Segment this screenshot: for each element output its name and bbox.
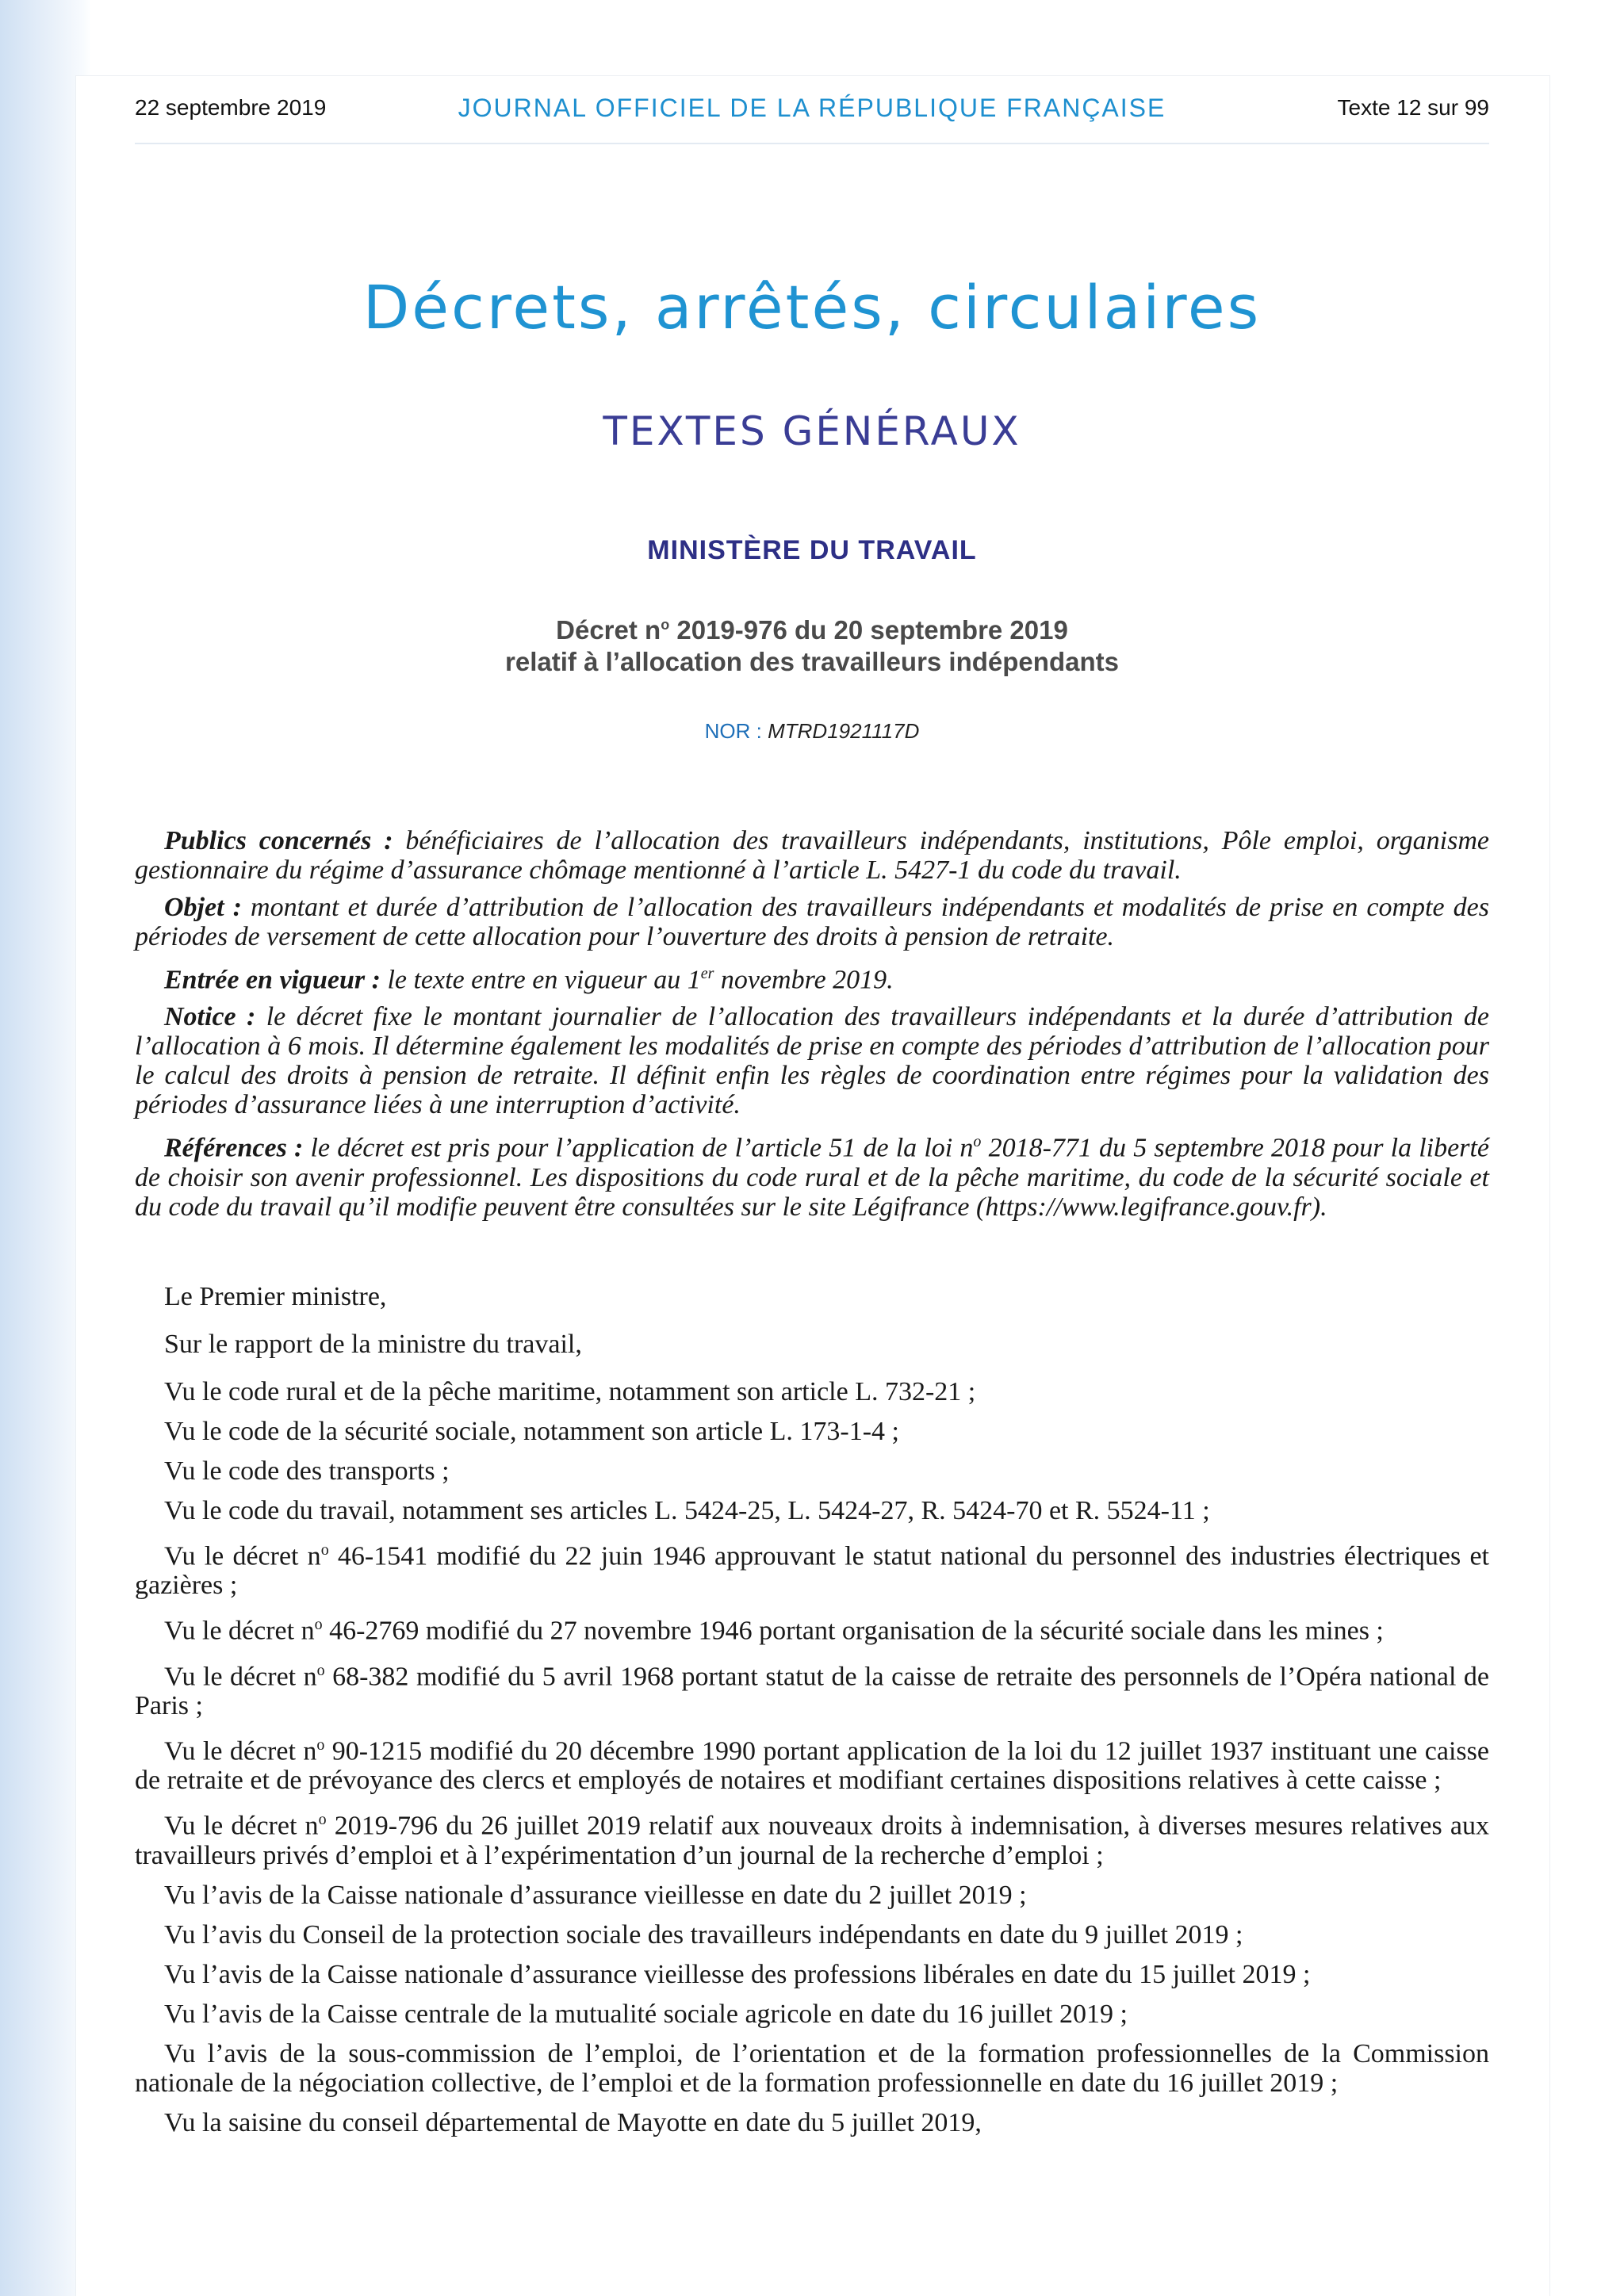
- summary-objet: [135, 893, 1489, 951]
- summary-entree-text: le texte entre en vigueur au 1: [380, 965, 701, 995]
- body-paragraph: [135, 1731, 1489, 1795]
- summary-publics-label: Publics concernés :: [164, 826, 393, 855]
- decree-body: [135, 1282, 1489, 2148]
- decree-title: [0, 609, 1624, 678]
- body-sup: o: [318, 1811, 327, 1829]
- page-title: Décrets, arrêtés, circulaires: [362, 272, 1262, 342]
- body-text: Vu le décret n: [164, 1661, 317, 1691]
- body-sup: o: [314, 1616, 323, 1634]
- body-paragraph: Vu le code des transports ;: [164, 1456, 450, 1486]
- summary-entree-label: Entrée en vigueur :: [164, 965, 381, 995]
- decree-number-sup: o: [661, 617, 670, 633]
- body-paragraph: Vu l’avis du Conseil de la protection sociale des travailleurs indépendants en date du 9 juillet 2019 ;: [164, 1919, 1243, 1950]
- summary-objet-text: montant et durée d’attribution de l’allocation des travailleurs indépendants et modalités de prise en compte des périodes de versement de cette allocation pour l’ouverture des droits à pension de retraite.: [135, 893, 1489, 951]
- header-text-number: Texte 12 sur 99: [1337, 95, 1489, 120]
- summary-notice: [135, 1002, 1489, 1119]
- body-paragraph: Vu l’avis de la Caisse nationale d’assurance vieillesse en date du 2 juillet 2019 ;: [164, 1880, 1027, 1910]
- summary-references-label: Références :: [164, 1133, 304, 1163]
- body-text: 46-2769 modifié du 27 novembre 1946 portant organisation de la sécurité sociale dans les mines ;: [322, 1616, 1384, 1646]
- summary-notice-text: le décret fixe le montant journalier de l’allocation des travailleurs indépendants et la durée d’attribution de l’allocation à 6 mois. Il détermine également les modalités de prise en compte des périodes d’attribution de l’allocation pour le calcul des droits à pension de retraite. Il définit enfin les règles de coordination entre régimes pour la validation des périodes d’assurance liées à une interruption d’activité.: [135, 1002, 1489, 1120]
- body-text: 46-1541 modifié du 22 juin 1946 approuvant le statut national du personnel des industries électriques et gazières ;: [135, 1541, 1489, 1601]
- decree-number-prefix: Décret n: [556, 615, 661, 645]
- summary-notice-label: Notice :: [164, 1002, 256, 1032]
- summary-objet-label: Objet :: [164, 893, 242, 922]
- body-paragraph: [135, 1805, 1489, 1869]
- body-text: 68-382 modifié du 5 avril 1968 portant statut de la caisse de retraite des personnels de l’Opéra national de Paris ;: [135, 1661, 1489, 1720]
- nor-code: MTRD1921117D: [768, 719, 920, 743]
- body-sup: o: [320, 1541, 329, 1559]
- body-text: 2019-796 du 26 juillet 2019 relatif aux nouveaux droits à indemnisation, à diverses mesures relatives aux travailleurs privés d’emploi et à l’expérimentation d’un journal de la recherche d’emploi ;: [135, 1811, 1489, 1870]
- header-date: 22 septembre 2019: [135, 95, 327, 120]
- body-text: Vu le décret n: [164, 1736, 317, 1766]
- summary-publics-text: bénéficiaires de l’allocation des travailleurs indépendants, institutions, Pôle emploi, organisme gestionnaire du régime d’assurance chômage mentionné à l’article L. 5427-1 du code du travail.: [135, 826, 1490, 885]
- body-paragraph: Sur le rapport de la ministre du travail,: [164, 1330, 582, 1359]
- body-paragraph: [135, 1656, 1489, 1720]
- body-paragraph: [135, 1610, 1489, 1645]
- decree-title-line-2: relatif à l’allocation des travailleurs indépendants: [505, 647, 1119, 676]
- body-paragraph: Vu le code de la sécurité sociale, notamment son article L. 173-1-4 ;: [164, 1417, 899, 1446]
- body-text: Vu le décret n: [164, 1811, 319, 1841]
- body-sup: o: [316, 1661, 325, 1679]
- nor-reference: [0, 719, 1624, 744]
- summary-entree: [135, 959, 1489, 994]
- body-paragraph: Vu l’avis de la Caisse nationale d’assurance vieillesse des professions libérales en date du 15 juillet 2019 ;: [164, 1959, 1311, 1989]
- summary-publics: [135, 826, 1489, 885]
- section-title: TEXTES GÉNÉRAUX: [603, 408, 1021, 454]
- header-journal-title: JOURNAL OFFICIEL DE LA RÉPUBLIQUE FRANÇAISE: [458, 94, 1166, 122]
- body-paragraph: Le Premier ministre,: [164, 1282, 387, 1311]
- body-text: Vu le décret n: [164, 1541, 321, 1571]
- body-paragraph: Vu le code du travail, notamment ses articles L. 5424-25, L. 5424-27, R. 5424-70 et R. 5524-11 ;: [164, 1496, 1210, 1525]
- summary-entree-sup: er: [700, 965, 714, 982]
- decree-title-line-1: [0, 609, 1624, 646]
- body-paragraph: Vu l’avis de la sous-commission de l’emploi, de l’orientation et de la formation professionnelles de la Commission nationale de la négociation collective, de l’emploi et de la formation professionnelle en date du 16 juillet 2019 ;: [135, 2038, 1489, 2098]
- body-paragraph: Vu la saisine du conseil départemental de Mayotte en date du 5 juillet 2019,: [164, 2107, 982, 2137]
- ministry-heading: MINISTÈRE DU TRAVAIL: [647, 535, 977, 565]
- summary-entree-text-end: novembre 2019.: [714, 965, 894, 995]
- body-paragraph: Vu le code rural et de la pêche maritime, notamment son article L. 732-21 ;: [164, 1377, 976, 1406]
- summary-references-text: le décret est pris pour l’application de l’article 51 de la loi n: [303, 1133, 974, 1163]
- decree-summary: [135, 826, 1489, 1230]
- nor-label: NOR :: [704, 719, 768, 743]
- body-paragraph: [135, 1536, 1489, 1600]
- body-sup: o: [316, 1735, 325, 1754]
- body-text: Vu le décret n: [164, 1616, 315, 1646]
- body-text: 90-1215 modifié du 20 décembre 1990 portant application de la loi du 12 juillet 1937 instituant une caisse de retraite et de prévoyance des clercs et employés de notaires et modifiant certaines dispositions relatives à cette caisse ;: [135, 1736, 1489, 1796]
- summary-references-text-end: 2018-771 du 5 septembre 2018 pour la liberté de choisir son avenir professionnel. Les dispositions du code rural et de la pêche maritime, du code de la sécurité sociale et du code du travail qu’il modifie peuvent être consultées sur le site Légifrance (https://www.legifrance.gouv.fr).: [135, 1133, 1489, 1222]
- summary-references: [135, 1127, 1489, 1221]
- decree-number-date: 2019-976 du 20 septembre 2019: [669, 615, 1068, 645]
- summary-references-sup: o: [973, 1133, 982, 1151]
- header-divider: [135, 143, 1489, 144]
- body-paragraph: Vu l’avis de la Caisse centrale de la mutualité sociale agricole en date du 16 juillet 2019 ;: [164, 1999, 1128, 2029]
